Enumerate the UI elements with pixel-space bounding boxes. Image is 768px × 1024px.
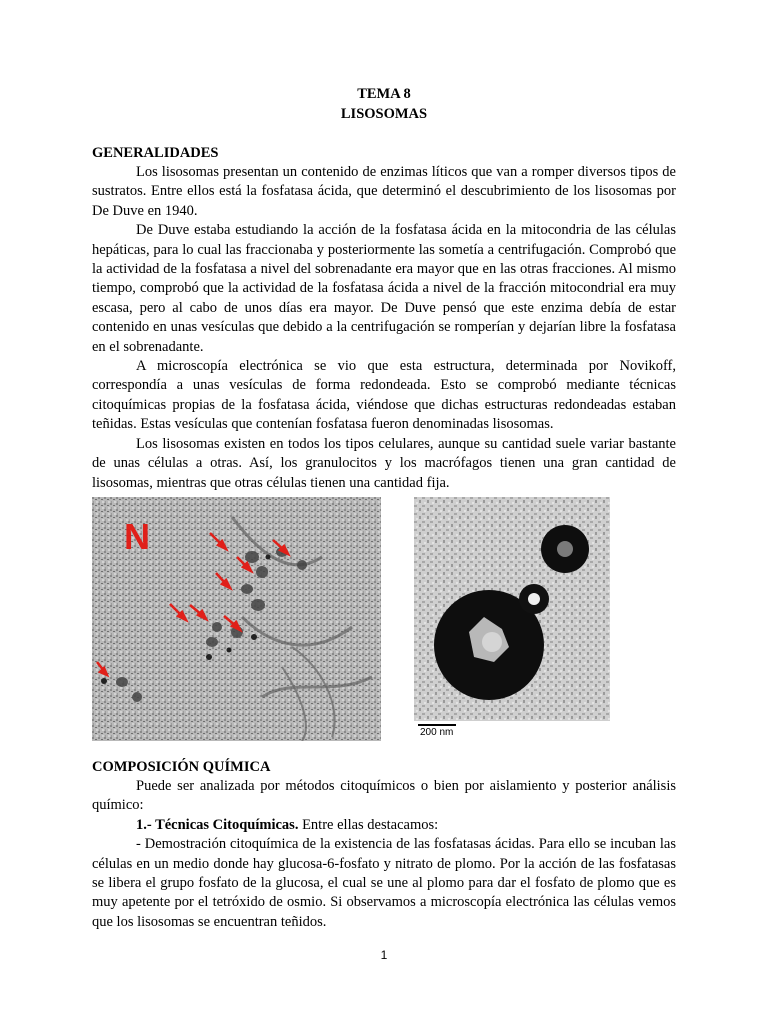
scale-label: 200 nm bbox=[420, 726, 454, 738]
tema-title: TEMA 8 bbox=[357, 86, 411, 102]
paragraph: - Demostración citoquímica de la existencia de las fosfatasas ácidas. Para ello se incuban las células en un medio donde hay glucosa-6-fosfato y nitrato de plomo. Por la acción de las fosfatasas se libera el grupo fosfato de la glucosa, el cual se une al plomo para dar el fosfato de plomo que es muy apetente por el tetróxido de osmio. Si observamos a microscopía electrónica las células vemos que los lisosomas se encuentran teñidos. bbox=[92, 836, 676, 930]
section-heading-generalidades: GENERALIDADES bbox=[92, 145, 219, 161]
page-number: 1 bbox=[380, 948, 388, 962]
scale-bar bbox=[414, 721, 474, 741]
paragraph: A microscopía electrónica se vio que esta estructura, determinada por Novikoff, correspondía a unas vesículas de forma redondeada. Esto se comprobó mediante técnicas citoquímicas propias de la fosfatasa ácida, viéndose que dichas estructuras redondeadas estaban teñidas. Estas vesículas que contenían fosfatasa fueron denominadas lisosomas. bbox=[92, 358, 676, 433]
chapter-title: LISOSOMAS bbox=[340, 106, 428, 122]
micrograph-cell-lysosomes bbox=[92, 497, 381, 741]
paragraph: Los lisosomas presentan un contenido de enzimas líticos que van a romper diversos tipos de sustratos. Entre ellos está la fosfatasa ácida, que determinó el descubrimiento de los lisosomas por De Duve en 1940. bbox=[92, 164, 676, 219]
paragraph: Los lisosomas existen en todos los tipos celulares, aunque su cantidad suele variar bastante de unas células a otras. Así, los granulocitos y los macrófagos tienen una gran cantidad de lisosomas, mientras que otras células tienen una cantidad fija. bbox=[92, 435, 676, 491]
micrograph-lysosome-closeup bbox=[414, 497, 610, 721]
scale-bar-line bbox=[418, 724, 456, 726]
document-page bbox=[92, 84, 676, 932]
figures-row bbox=[92, 497, 676, 757]
paragraph: De Duve estaba estudiando la acción de la fosfatasa ácida en la mitocondria de las células hepáticas, para lo cual las fraccionaba y posteriormente las sometía a centrifugación. Comprobó que la actividad de la fosfatasa a nivel del sobrenadante era mayor que en las otras fracciones. Al mismo tiempo, comprobó que la actividad de la fosfatasa ácida a nivel de la fracción mitocondrial era muy escasa, pero al cabo de unos días era mayor. De Duve pensó que este enzima debía de estar contenido en unas vesículas que debido a la centrifugación se romperían y dejarían libre la fosfatasa en el sobrenadante. bbox=[92, 222, 676, 355]
subsection-heading bbox=[92, 816, 676, 835]
subsection-title: 1.- Técnicas Citoquímicas. bbox=[136, 816, 299, 833]
subsection-intro: Entre ellas destacamos: bbox=[298, 816, 439, 833]
section-heading-composicion: COMPOSICIÓN QUÍMICA bbox=[92, 758, 271, 775]
nucleus-label: N bbox=[124, 515, 150, 557]
paragraph: Puede ser analizada por métodos citoquímicos o bien por aislamiento y posterior análisis químico: bbox=[92, 777, 676, 814]
